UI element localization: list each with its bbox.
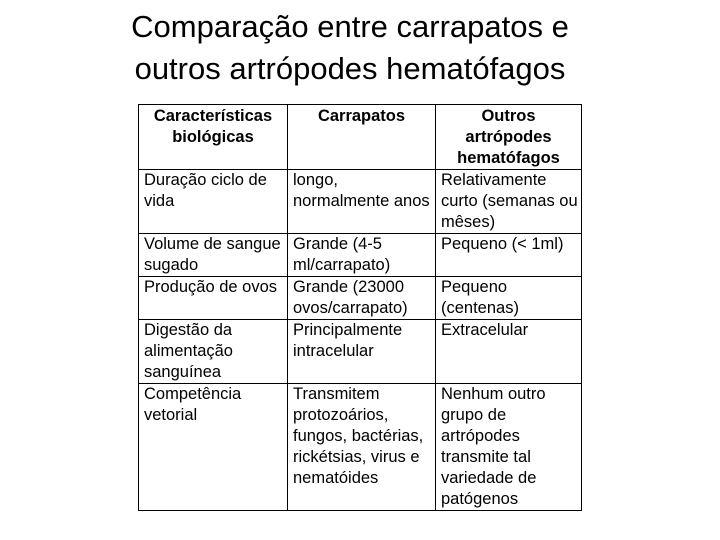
row-ticks-cell: longo, normalmente anos: [288, 170, 436, 234]
row-other-cell: Nenhum outro grupo de artrópodes transmite tal variedade de patógenos: [436, 384, 582, 511]
row-other-cell: Pequeno (centenas): [436, 277, 582, 320]
row-ticks-cell: Grande (4-5 ml/carrapato): [288, 234, 436, 277]
table-row: [139, 234, 582, 277]
row-characteristic-cell: Duração ciclo de vida: [139, 170, 288, 234]
table-row: [139, 384, 582, 511]
row-characteristic-cell: Produção de ovos: [139, 277, 288, 320]
row-characteristic-cell: Volume de sangue sugado: [139, 234, 288, 277]
row-other-cell: Extracelular: [436, 320, 582, 384]
row-ticks-cell: Principalmente intracelular: [288, 320, 436, 384]
table-row: [139, 277, 582, 320]
slide-title-line-2: outros artrópodes hematófagos: [134, 51, 566, 86]
row-ticks-cell: Grande (23000 ovos/carrapato): [288, 277, 436, 320]
row-characteristic-cell: Competência vetorial: [139, 384, 288, 511]
header-characteristics: Características biológicas: [139, 105, 288, 170]
row-ticks-cell: Transmitem protozoários, fungos, bactérias, rickétsias, virus e nematóides: [288, 384, 436, 511]
row-other-cell: Relativamente curto (semanas ou mêses): [436, 170, 582, 234]
table-row: [139, 320, 582, 384]
table-header-row: [139, 105, 582, 170]
comparison-table-container: [138, 104, 582, 511]
header-ticks: Carrapatos: [288, 105, 436, 170]
header-other-arthropods: Outros artrópodes hematófagos: [436, 105, 582, 170]
slide-title: [0, 6, 700, 90]
table-row: [139, 170, 582, 234]
row-characteristic-cell: Digestão da alimentação sanguínea: [139, 320, 288, 384]
slide-title-line-1: Comparação entre carrapatos e: [131, 9, 569, 44]
row-other-cell: Pequeno (< 1ml): [436, 234, 582, 277]
comparison-table: [138, 104, 582, 511]
